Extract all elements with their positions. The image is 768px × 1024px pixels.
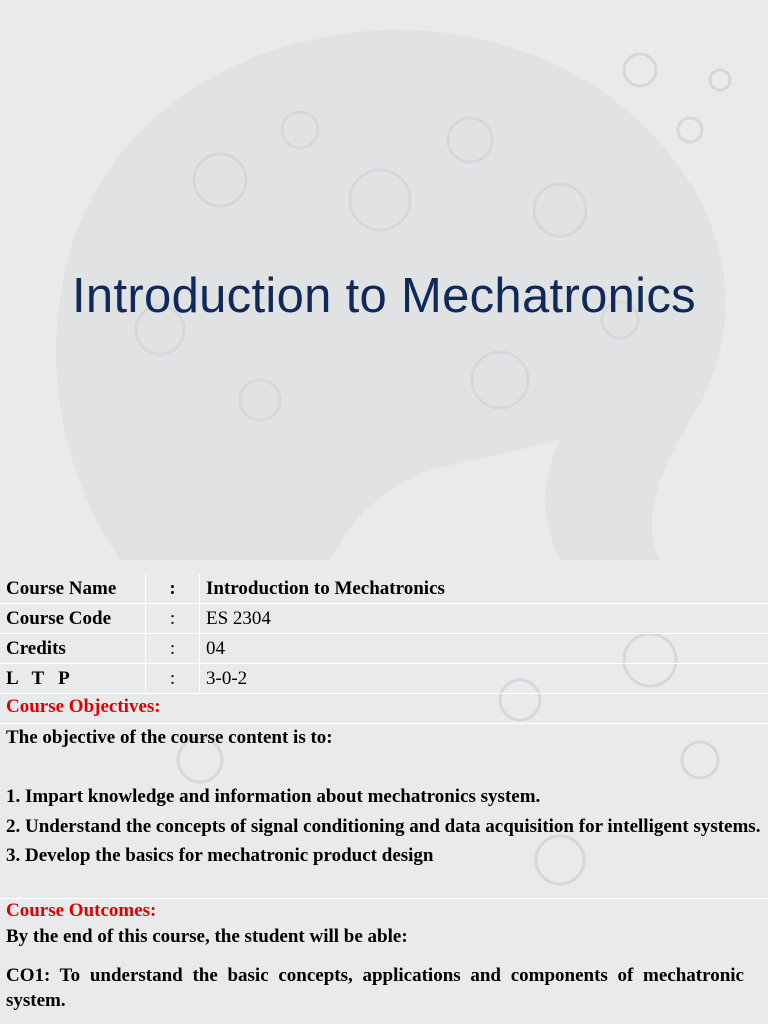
table-row bbox=[0, 664, 768, 694]
slide-title: Introduction to Mechatronics bbox=[72, 269, 696, 323]
separator: : bbox=[146, 604, 200, 634]
outcomes-heading: Course Outcomes: bbox=[6, 900, 157, 921]
table-row bbox=[0, 634, 768, 664]
course-name-value: Introduction to Mechatronics bbox=[200, 574, 768, 604]
objectives-heading: Course Objectives: bbox=[6, 696, 161, 717]
separator: : bbox=[146, 634, 200, 664]
course-info-table bbox=[0, 574, 768, 694]
outcomes-body bbox=[6, 924, 762, 1013]
credits-label: Credits bbox=[0, 634, 146, 664]
separator: : bbox=[146, 574, 200, 604]
table-row bbox=[0, 574, 768, 604]
credits-value: 04 bbox=[200, 634, 768, 664]
objective-item-2: 2. Understand the concepts of signal conditioning and data acquisition for intelligent systems. bbox=[6, 815, 761, 837]
separator: : bbox=[146, 664, 200, 694]
objective-item-3: 3. Develop the basics for mechatronic product design bbox=[6, 845, 434, 866]
ltp-value: 3-0-2 bbox=[200, 664, 768, 694]
course-code-label: Course Code bbox=[0, 604, 146, 634]
divider bbox=[0, 898, 768, 899]
objectives-intro: The objective of the course content is to: bbox=[6, 727, 333, 748]
outcomes-intro: By the end of this course, the student will be able: bbox=[6, 926, 408, 947]
course-name-label: Course Name bbox=[0, 574, 146, 604]
objectives-body bbox=[6, 723, 762, 871]
outcome-item-1: CO1: To understand the basic concepts, applications and components of mechatronic system. bbox=[6, 965, 744, 1011]
course-code-value: ES 2304 bbox=[200, 604, 768, 634]
ltp-label: L T P bbox=[0, 664, 146, 694]
table-row bbox=[0, 604, 768, 634]
objective-item-1: 1. Impart knowledge and information about mechatronics system. bbox=[6, 786, 541, 807]
